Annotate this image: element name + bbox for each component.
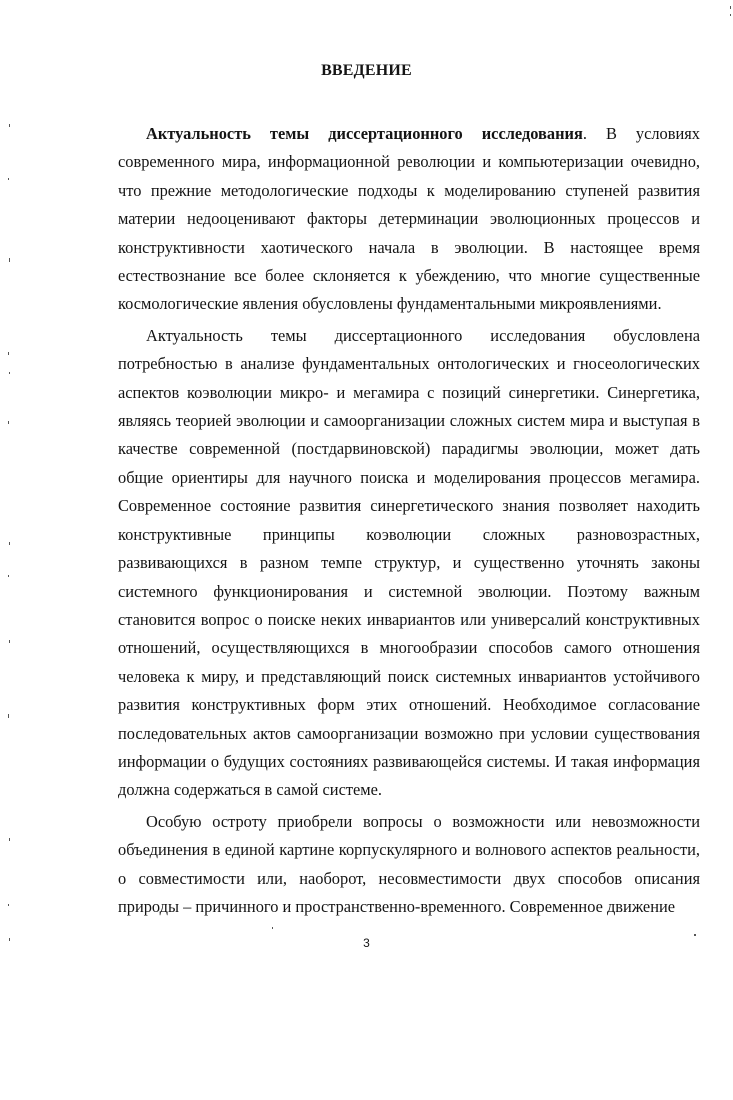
paragraph-3: Особую остроту приобрели вопросы о возможности или невозможности объединения в единой картине корпускулярного и волнового аспектов реальности, о совместимости или, наоборот, несовместимости двух способов описания природы – причинного и пространственно-временного. Современное движение — [118, 811, 700, 916]
paragraph-2: Актуальность темы диссертационного исследования обусловлена потребностью в анализе фундаментальных онтологических и гносеологических аспектов коэволюции микро- и мегамира с позиций синергетики. Синергетика, являясь теорией эволюции и самоорганизации сложных систем мира и выступая в качестве современной (постдарвиновской) парадигмы эволюции, может дать общие ориентиры для научного поиска и моделирования процессов мегамира. Современное состояние развития синергетического знания позволяет находить конструктивные принципы коэволюции сложных разновозрастных, развивающихся в разном темпе структур, и существенно уточнять законы системного функционирования и системной эволюции. Поэтому важным становится вопрос о поиске неких инвариантов или универсалий конструктивных отношений, осуществляющихся в многообразии способов самого отношения человека к миру, и представляющий поиск системных инвариантов устойчивого развития конструктивных форм этих отношений. Необходимое согласование последовательных актов самоорганизации возможно при условии существования информации о будущих состояниях развивающейся системы. И такая информация должна содержаться в самой системе. — [118, 325, 700, 800]
page-number: 3 — [363, 936, 370, 950]
page-title: ВВЕДЕНИЕ — [321, 62, 412, 79]
body-text — [118, 120, 700, 921]
paragraph-1-text: . В условиях современного мира, информационной революции и компьютеризации очевидно, что прежние методологические подходы к моделированию ступеней развития материи недооценивают факторы детерминации эволюционных процессов и конструктивности хаотического начала в эволюции. В настоящее время естествознание все более склоняется к убеждению, что многие существенные космологические явления обусловлены фундаментальными микроявлениями. — [118, 124, 700, 314]
paragraph-1 — [118, 120, 700, 319]
paragraph-1-lead: Актуальность темы диссертационного исследования — [146, 124, 583, 143]
